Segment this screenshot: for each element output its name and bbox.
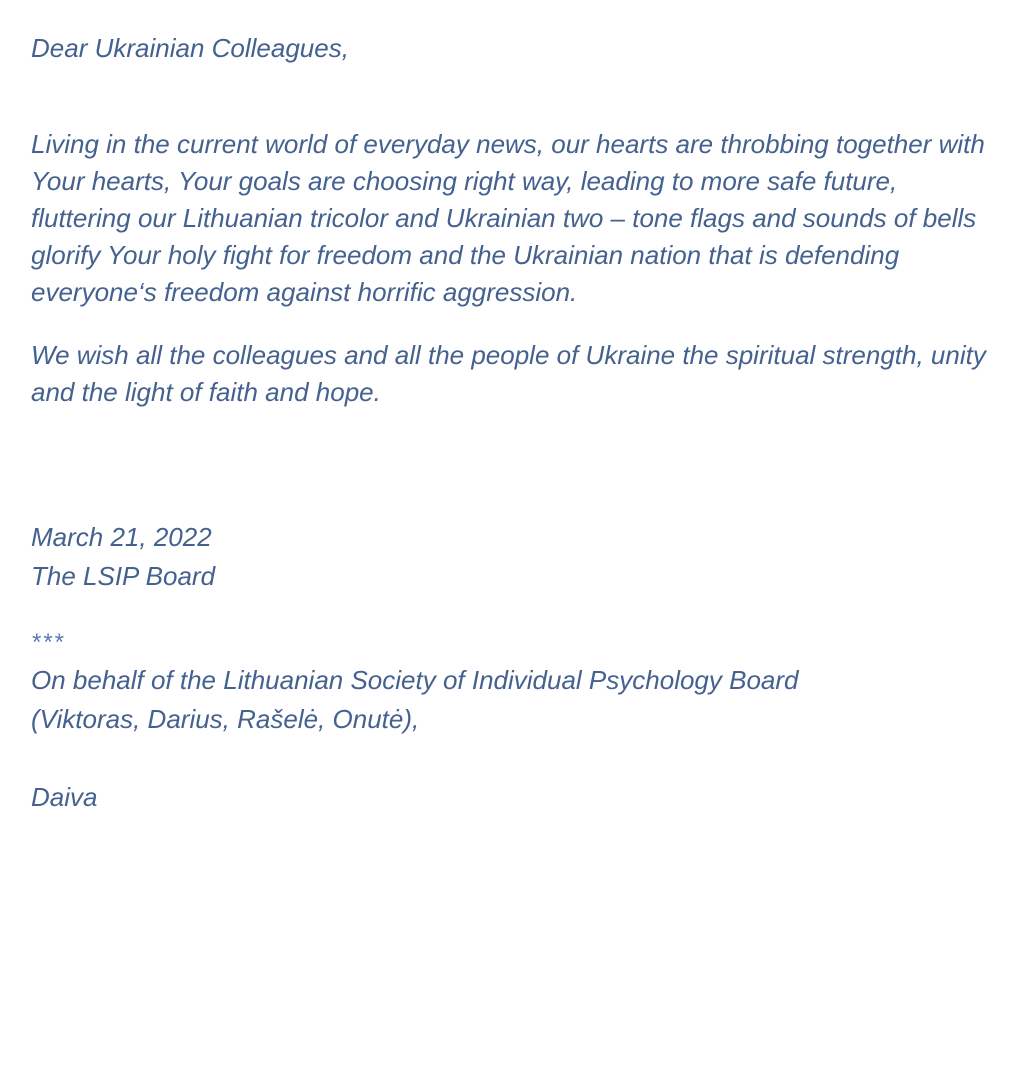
board-members: (Viktoras, Darius, Rašelė, Onutė),	[31, 704, 420, 734]
on-behalf-line: On behalf of the Lithuanian Society of Individual Psychology Board	[31, 665, 799, 695]
letter-date: March 21, 2022	[31, 522, 212, 552]
separator-stars: ***	[31, 629, 66, 656]
letter-paragraph-2: We wish all the colleagues and all the people of Ukraine the spiritual strength, unity and the light of faith and hope.	[31, 340, 986, 407]
spacer	[31, 411, 984, 518]
sign-off-name: Daiva	[31, 782, 98, 812]
letter-greeting: Dear Ukrainian Colleagues,	[31, 33, 349, 63]
letter-paragraph-1: Living in the current world of everyday news, our hearts are throbbing together with Your hearts, Your goals are choosing right way, leading to more safe future, fluttering our Lithuanian tricolor and Ukrainian two – tone flags and sounds of bells glorify Your holy fight for freedom and the Ukrainian nation that is defending everyone‘s freedom against horrific aggression.	[31, 129, 985, 307]
signed-by: The LSIP Board	[31, 561, 216, 591]
